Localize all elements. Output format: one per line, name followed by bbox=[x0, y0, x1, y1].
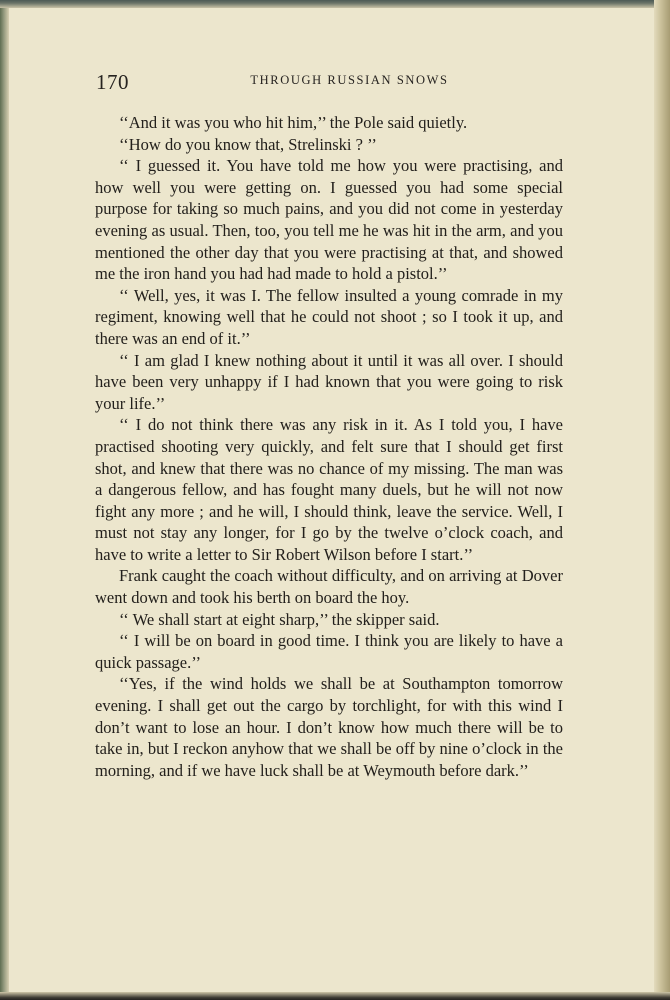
paragraph: ‘‘ We shall start at eight sharp,’’ the skipper said. bbox=[119, 609, 440, 629]
paragraph: ‘‘ Well, yes, it was I. The fellow insulted a young comrade in my regiment, knowing well that he could not shoot ; so I took it up, and there was an end of it.’’ bbox=[95, 285, 563, 348]
paragraph: Frank caught the coach without difficulty, and on arriving at Dover went down and took his berth on board the hoy. bbox=[95, 566, 563, 608]
paragraph: ‘‘Yes, if the wind holds we shall be at Southampton tomorrow evening. I shall get out the cargo by torchlight, for with this wind I don’t want to lose an hour. I don’t know how much there will be to take in, but I reckon anyhow that we shall be off by nine o’clock in the morning, and if we have luck shall be at Weymouth before dark.’’ bbox=[95, 674, 563, 780]
paragraph: ‘‘And it was you who hit him,’’ the Pole said quietly. bbox=[119, 113, 468, 132]
book-right-edge bbox=[654, 0, 670, 1000]
paragraph: ‘‘ I do not think there was any risk in it. As I told you, I have practised shooting very quickly, and felt sure that I should get first shot, and knew that there was no chance of my missing. The man was a dangerous fellow, and has fought many duels, but he will not now fight any more ; and he will, I should think, leave the service. Well, I must not stay any longer, for I go by the twelve o’clock coach, and have to write a letter to Sir Robert Wilson before I start.’’ bbox=[95, 415, 563, 564]
paragraph: ‘‘ I am glad I knew nothing about it until it was all over. I should have been very unhappy if I had known that you were going to risk your life.’’ bbox=[95, 350, 563, 413]
page-header bbox=[96, 68, 581, 98]
page-number: 170 bbox=[96, 70, 129, 94]
book-top-edge bbox=[0, 0, 670, 8]
running-head: THROUGH RUSSIAN SNOWS bbox=[250, 73, 449, 87]
book-bottom-edge bbox=[0, 992, 670, 1000]
paragraph: ‘‘How do you know that, Strelinski ? ’’ bbox=[119, 134, 377, 154]
book-left-edge bbox=[0, 0, 9, 1000]
paragraph: ‘‘ I guessed it. You have told me how you were practising, and how well you were getting on. I guessed you had some special purpose for taking so much pains, and you did not come in yesterday evening as usual. Then, too, you tell me he was hit in the arm, and you mentioned the other day that you were practising at that, and showed me the iron hand you had had made to hold a pistol.’’ bbox=[95, 156, 563, 284]
paragraph: ‘‘ I will be on board in good time. I think you are likely to have a quick passage.’’ bbox=[95, 631, 563, 672]
book-text bbox=[95, 112, 563, 781]
